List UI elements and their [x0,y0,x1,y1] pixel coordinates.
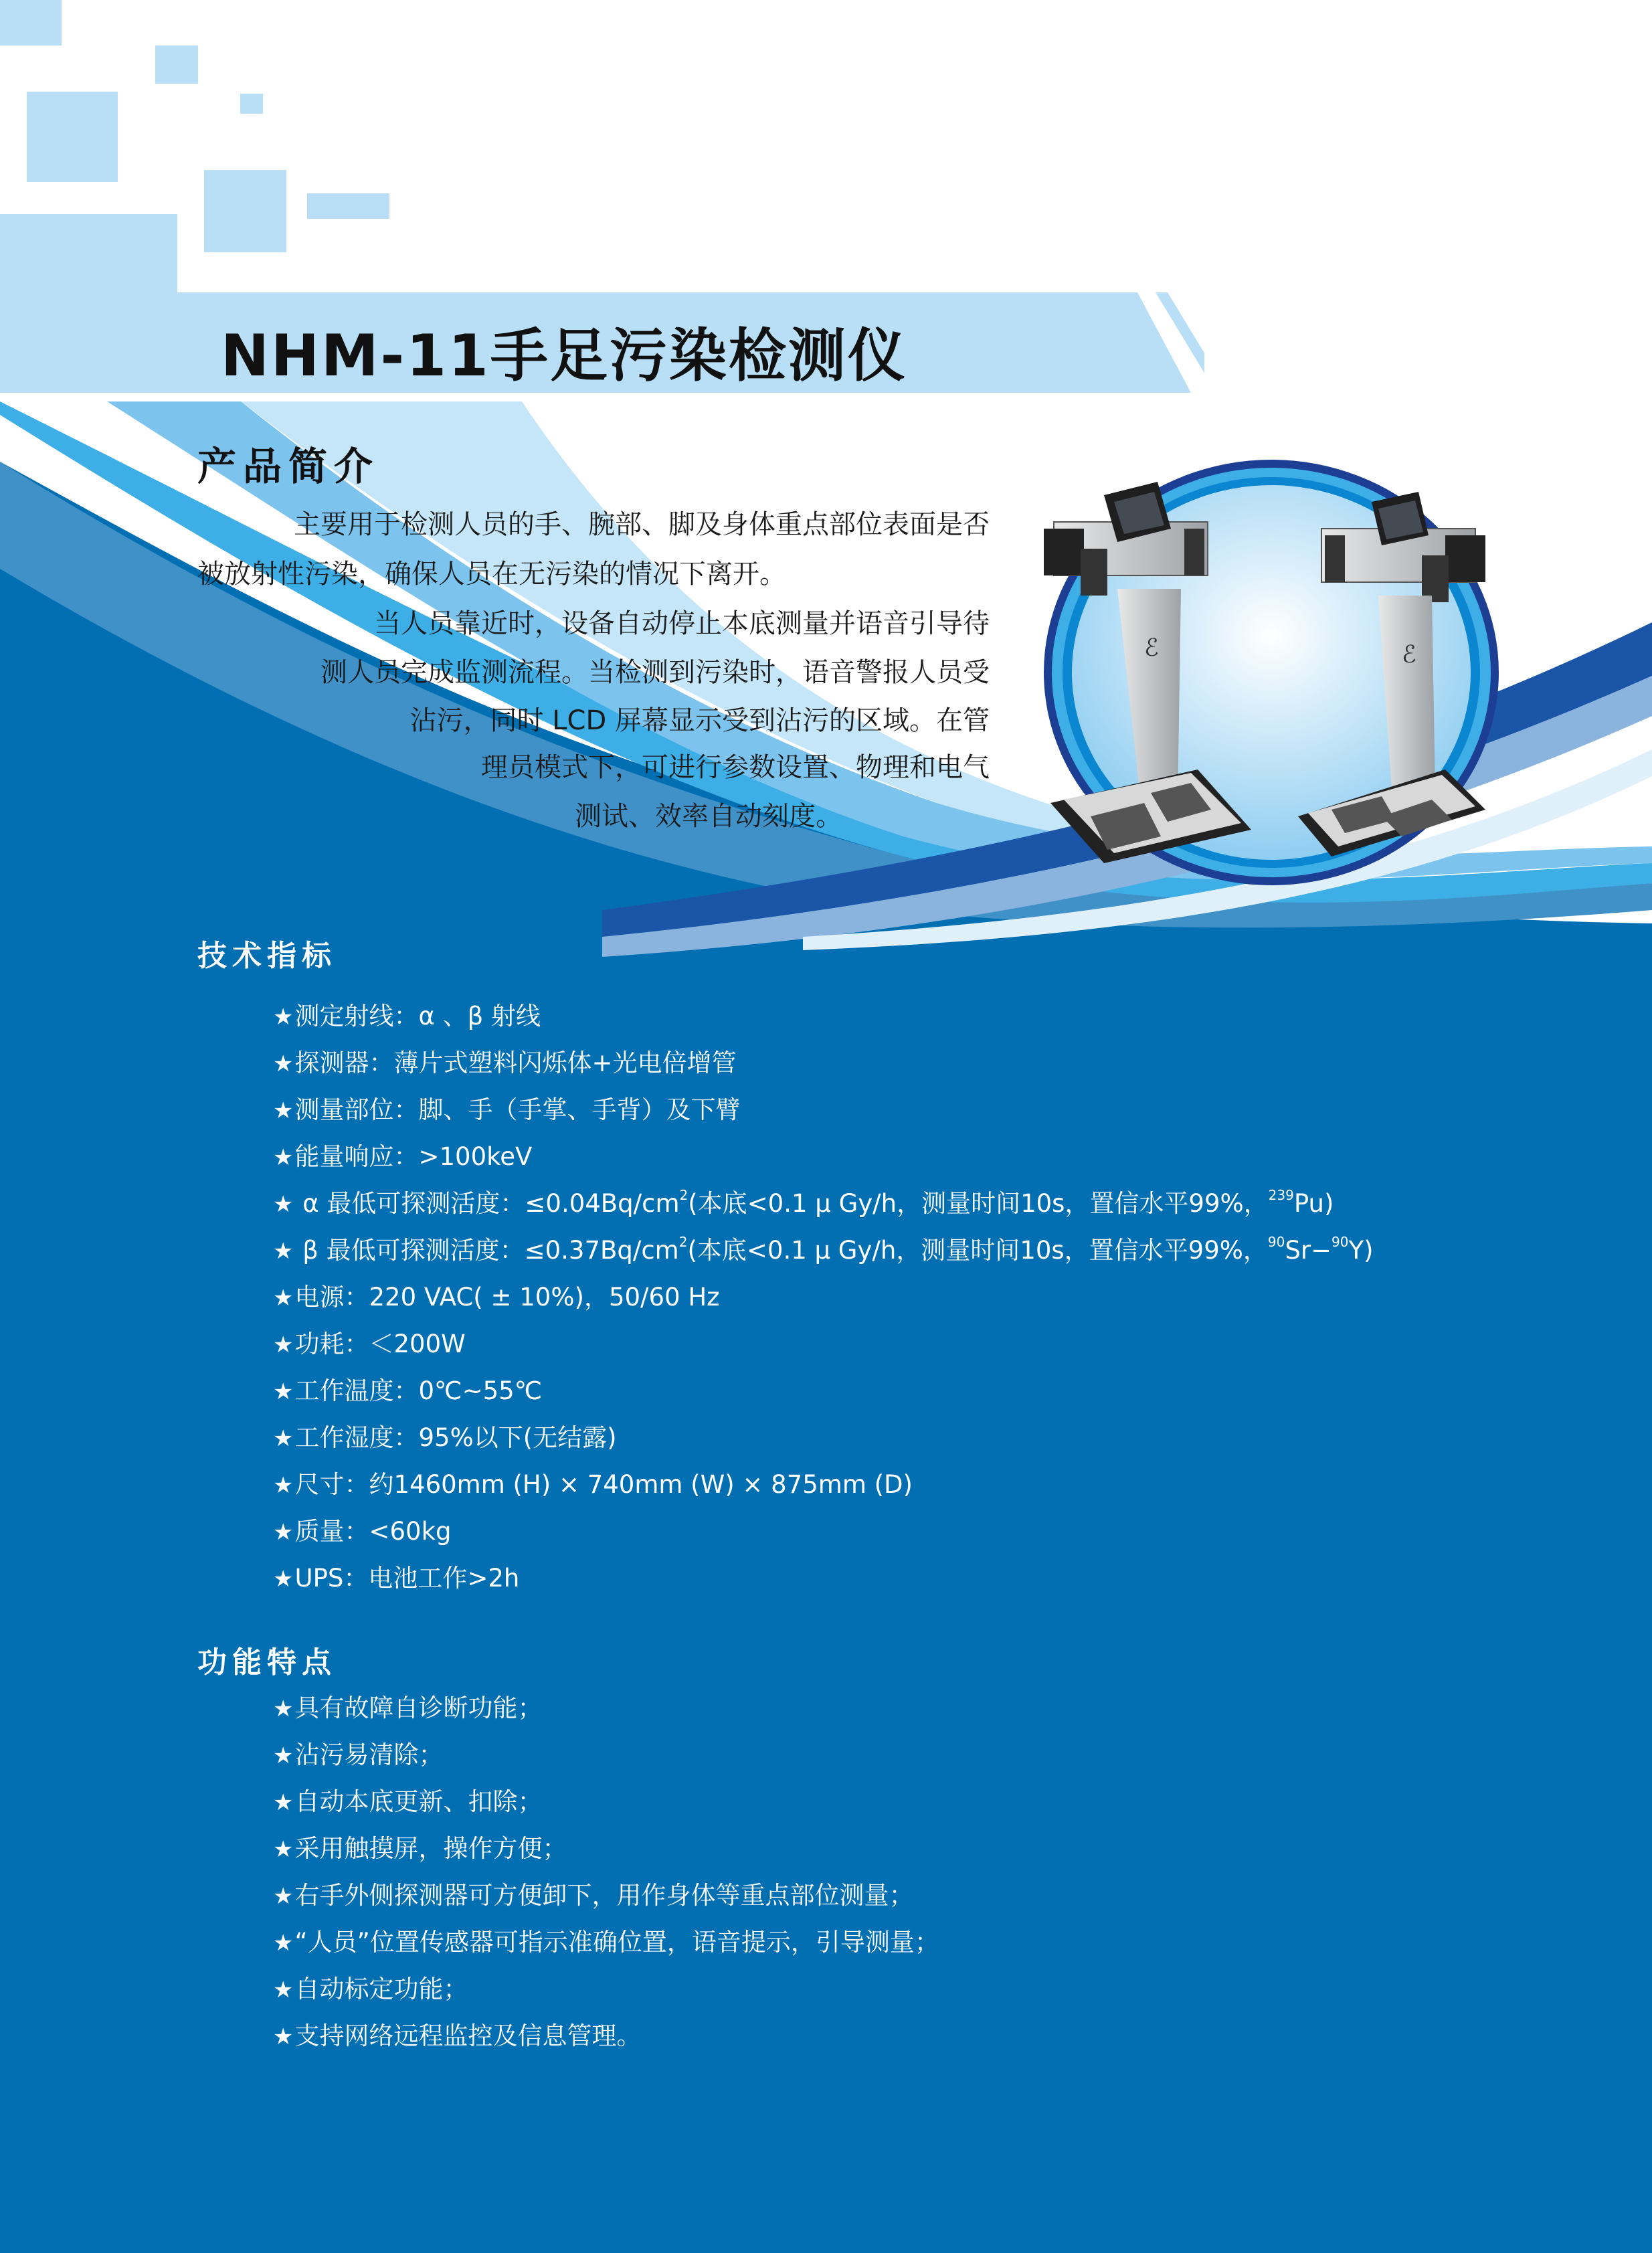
intro-paragraph-line: 主要用于检测人员的手、腕部、脚及身体重点部位表面是否 [294,509,990,540]
page-title: NHM-11手足污染检测仪 [221,323,907,389]
spec-item: ★探测器：薄片式塑料闪烁体+光电倍增管 [273,1049,737,1077]
spec-item: ★功耗：＜200W [273,1330,466,1358]
star-bullet-icon: ★ [273,1519,294,1546]
intro-paragraph-line: 测试、效率自动刻度。 [575,801,842,832]
title-band-left-block [0,214,177,294]
intro-heading: 产品简介 [197,444,380,489]
decor-square [27,92,118,182]
star-bullet-icon: ★ [273,1696,294,1722]
brand-logo-icon: ℰ [1144,634,1159,662]
feature-item: ★沾污易清除； [273,1740,444,1769]
features-heading: 功能特点 [197,1645,337,1680]
star-bullet-icon: ★ [273,1930,294,1957]
spec-item: ★能量响应：>100keV [273,1142,533,1171]
blue-background [0,970,1652,2253]
spec-item: ★测定射线：α 、β 射线 [273,1002,541,1030]
star-bullet-icon: ★ [273,1883,294,1910]
star-bullet-icon: ★ [273,2023,294,2050]
star-bullet-icon: ★ [273,1742,294,1769]
brand-logo-icon: ℰ [1402,641,1416,668]
spec-item: ★UPS：电池工作>2h [273,1564,520,1593]
star-bullet-icon: ★ [273,1977,294,2003]
decor-square [0,0,62,46]
star-bullet-icon: ★ [273,1285,294,1312]
product-image [1017,455,1512,890]
star-bullet-icon: ★ [273,1425,294,1452]
decor-square [204,170,286,252]
star-bullet-icon: ★ [273,1378,294,1405]
star-bullet-icon: ★ [273,1238,294,1265]
intro-paragraph-line: 沾污，同时 LCD 屏幕显示受到沾污的区域。在管 [409,705,990,736]
spec-item-beta-mda: ★ β 最低可探测活度：$\le 0.37Bq/cm^2$(本底<0.1 μ Gy/h，测量时间10s，置信水平99%，$^{90}$Sr−$^{90}$Y) [273,1234,1374,1265]
specs-heading: 技术指标 [197,939,337,973]
feature-item: ★右手外侧探测器可方便卸下，用作身体等重点部位测量； [273,1881,914,1910]
star-bullet-icon: ★ [273,1472,294,1499]
spec-item: ★尺寸：约1460mm (H) × 740mm (W) × 875mm (D) [273,1470,913,1499]
star-bullet-icon: ★ [273,1836,294,1863]
spec-item: ★测量部位：脚、手（手掌、手背）及下臂 [273,1095,741,1124]
spec-item-alpha-mda: ★ α 最低可探测活度：$\le 0.04Bq/cm^2$(本底<0.1 μ Gy/h，测量时间10s，置信水平99%，$^{239}$Pu) [273,1187,1334,1218]
star-bullet-icon: ★ [273,1004,294,1030]
feature-item: ★支持网络远程监控及信息管理。 [273,2021,642,2050]
star-bullet-icon: ★ [273,1097,294,1124]
feature-item: ★自动标定功能； [273,1975,468,2003]
intro-paragraph-line: 当人员靠近时，设备自动停止本底测量并语音引导待 [374,608,990,639]
decor-square [307,193,389,219]
star-bullet-icon: ★ [273,1789,294,1816]
feature-item: ★采用触摸屏，操作方便； [273,1834,567,1863]
feature-item: ★自动本底更新、扣除； [273,1787,543,1816]
feature-item: ★具有故障自诊断功能； [273,1694,543,1722]
decor-square [240,94,263,114]
intro-paragraph-line: 测人员完成监测流程。当检测到污染时，语音警报人员受 [320,657,990,688]
intro-paragraph-line: 理员模式下，可进行参数设置、物理和电气 [481,752,990,783]
decor-square [155,46,198,84]
intro-paragraph-line: 被放射性污染，确保人员在无污染的情况下离开。 [197,559,786,590]
star-bullet-icon: ★ [273,1144,294,1171]
spec-item: ★质量：<60kg [273,1517,452,1546]
star-bullet-icon: ★ [273,1566,294,1593]
spec-item: ★工作温度：0℃~55℃ [273,1376,543,1405]
spec-item: ★工作湿度：95%以下(无结露) [273,1423,617,1452]
star-bullet-icon: ★ [273,1051,294,1077]
star-bullet-icon: ★ [273,1332,294,1358]
star-bullet-icon: ★ [273,1191,294,1218]
spec-item: ★电源：220 VAC( ± 10%)，50/60 Hz [273,1283,720,1312]
feature-item: ★“人员”位置传感器可指示准确位置，语音提示，引导测量； [273,1928,939,1957]
